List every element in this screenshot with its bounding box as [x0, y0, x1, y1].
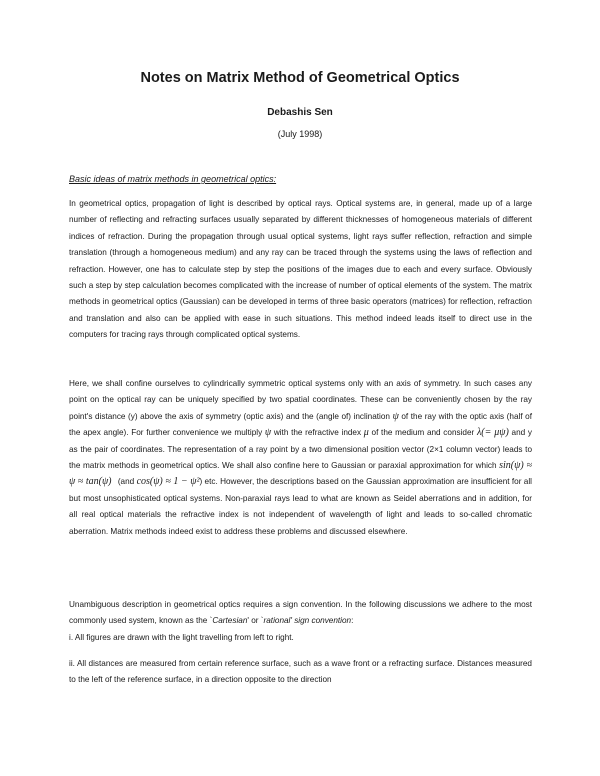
paragraph-text: ) etc. However, the descriptions based on the Gaussian approximation are insufficient for all but most unsophisticated optical systems. Non-paraxial rays lead to what are known as Seidel aberrations and in addition, for all real optical materials the refractive index is not independent of wavelength of light and leads to so-called chromatic aberration. Matrix methods indeed exist to address these problems and discussed elsewhere. — [69, 477, 532, 536]
paragraph-text: (and — [117, 477, 135, 487]
math-sine-approximation: sin(ψ) ≈ ψ ≈ tan(ψ) — [69, 460, 532, 488]
paragraph-text: and y as the pair of coordinates. The representation of a ray point by a two dimensional position vector (2×1 column vector) leads to the matrix methods in geometrical optics. We shall also confine here to Gaussian or paraxial approximation for which — [69, 428, 532, 471]
paragraph-text: : — [351, 616, 354, 626]
paragraph-text: with the refractive index — [273, 428, 362, 438]
section-heading: Basic ideas of matrix methods in geometrical optics: — [69, 174, 277, 184]
term-rational: rational' sign convention — [263, 616, 352, 626]
paper-title: Notes on Matrix Method of Geometrical Optics — [140, 70, 460, 86]
paragraph-coordinates — [69, 376, 532, 540]
math-cosine-approximation: cos(ψ) ≈ 1 − ψ² — [136, 476, 200, 488]
math-mu: μ — [363, 427, 369, 439]
math-lambda-expression: λ(= μψ) — [476, 427, 509, 439]
paragraph-intro: In geometrical optics, propagation of light is described by optical rays. Optical systems are, in general, made up of a large number of reflecting and refracting surfaces usually separated by different thicknesses of homogeneous materials of different indices of refraction. During the propagation through usual optical systems, light rays suffer reflection, refraction and simple translation (through a homogeneous medium) and any ray can be traced through the systems using the laws of reflection and refraction. However, one has to calculate step by step the positions of the images due to each and every surface. Obviously such a step by step calculation becomes complicated with the increase of number of optical elements of the system. The matrix methods in geometrical optics (Gaussian) can be developed in terms of three basic operators (matrices) for reflection, refraction and translation and also can be applied with ease in such situations. This method indeed leads itself to direct use in the computers for tracing rays through complicated optical systems. — [69, 199, 532, 340]
paragraph-sign-convention — [69, 597, 532, 630]
math-psi: ψ — [264, 427, 272, 439]
paragraph-text: Unambiguous description in geometrical optics requires a sign convention. In the following discussions we adhere to the most commonly used system, known as the ` — [69, 600, 532, 626]
paragraph-text: ' or ` — [247, 616, 264, 626]
paragraph-text: of the ray with the optic axis (half of the apex angle). For further convenience we multiply — [69, 411, 533, 438]
publication-date: (July 1998) — [277, 129, 323, 139]
list-item-1: i. All figures are drawn with the light travelling from left to right. — [69, 633, 294, 642]
math-psi: ψ — [392, 410, 399, 422]
list-item-2: ii. All distances are measured from certain reference surface, such as a wave front or a refracting surface. Distances measured to the left of the reference surface, in a direction opposite to the direction — [69, 659, 532, 685]
paragraph-text: of the medium and consider — [371, 428, 475, 438]
term-cartesian: Cartesian — [212, 616, 248, 626]
author-name: Debashis Sen — [267, 107, 333, 118]
paragraph-text: Here, we shall confine ourselves to cylindrically symmetric optical systems only with an axis of symmetry. In such cases any point on the optical ray can be uniquely specified by two spatial coordinates. These can be conveniently chosen by the ray point's distance (y) above the axis of symmetry (optic axis) and the (angle of) inclination — [69, 379, 532, 421]
